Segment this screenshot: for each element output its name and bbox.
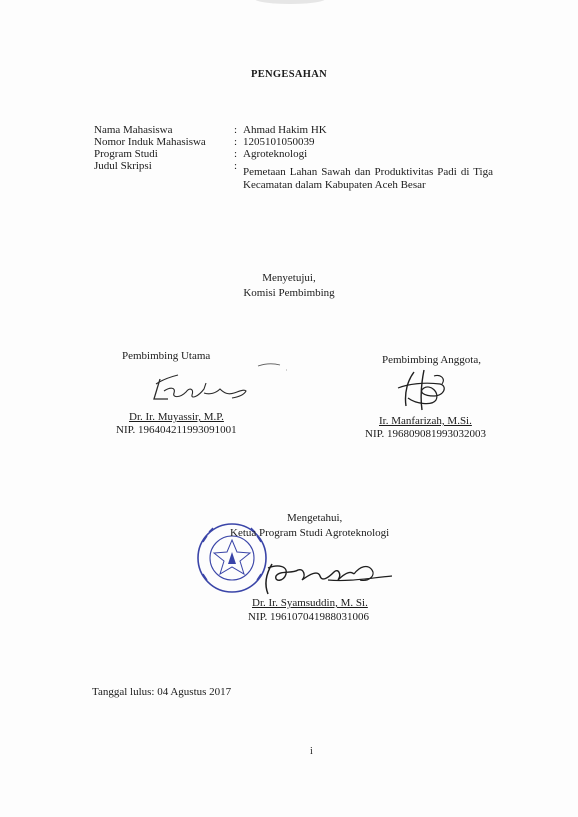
label-study-program: Program Studi [94,148,158,160]
colon-student-id: : [234,136,238,148]
member-advisor-signature [394,366,452,414]
value-student-name: Ahmad Hakim HK [243,124,327,136]
page-number: i [310,746,313,757]
scan-smudge [255,0,325,4]
head-nip: NIP. 196107041988031006 [248,611,370,623]
approval-heading: Menyetujui, [262,272,316,284]
main-advisor-name: Dr. Ir. Muyassir, M.P. [129,411,224,423]
head-position: Ketua Program Studi Agroteknologi [230,527,390,539]
colon-study-program: : [234,148,238,160]
main-advisor-role: Pembimbing Utama [122,350,211,362]
label-thesis-title: Judul Skripsi [94,160,152,172]
page-title: PENGESAHAN [251,69,327,80]
colon-student-name: : [234,124,238,136]
approval-committee: Komisi Pembimbing [243,287,335,299]
label-student-id: Nomor Induk Mahasiswa [94,136,206,148]
value-student-id: 1205101050039 [243,136,315,148]
head-name: Dr. Ir. Syamsuddin, M. Si. [252,597,368,609]
member-advisor-name: Ir. Manfarizah, M.Si. [379,415,472,427]
main-advisor-signature [140,365,255,403]
label-student-name: Nama Mahasiswa [94,124,173,136]
pen-stroke-mark [256,360,292,374]
member-advisor-role: Pembimbing Anggota, [382,354,481,366]
graduation-date: Tanggal lulus: 04 Agustus 2017 [92,686,232,698]
colon-thesis-title: : [234,160,238,172]
main-advisor-nip: NIP. 196404211993091001 [116,424,237,436]
head-signature [258,556,398,598]
value-thesis-title-line2: Kecamatan dalam Kabupaten Aceh Besar [243,179,426,191]
head-acknowledge: Mengetahui, [287,512,343,524]
value-study-program: Agroteknologi [243,148,308,160]
member-advisor-nip: NIP. 196809081993032003 [365,428,487,440]
value-thesis-title-line1: Pemetaan Lahan Sawah dan Produktivitas Padi di Tiga [243,166,493,178]
